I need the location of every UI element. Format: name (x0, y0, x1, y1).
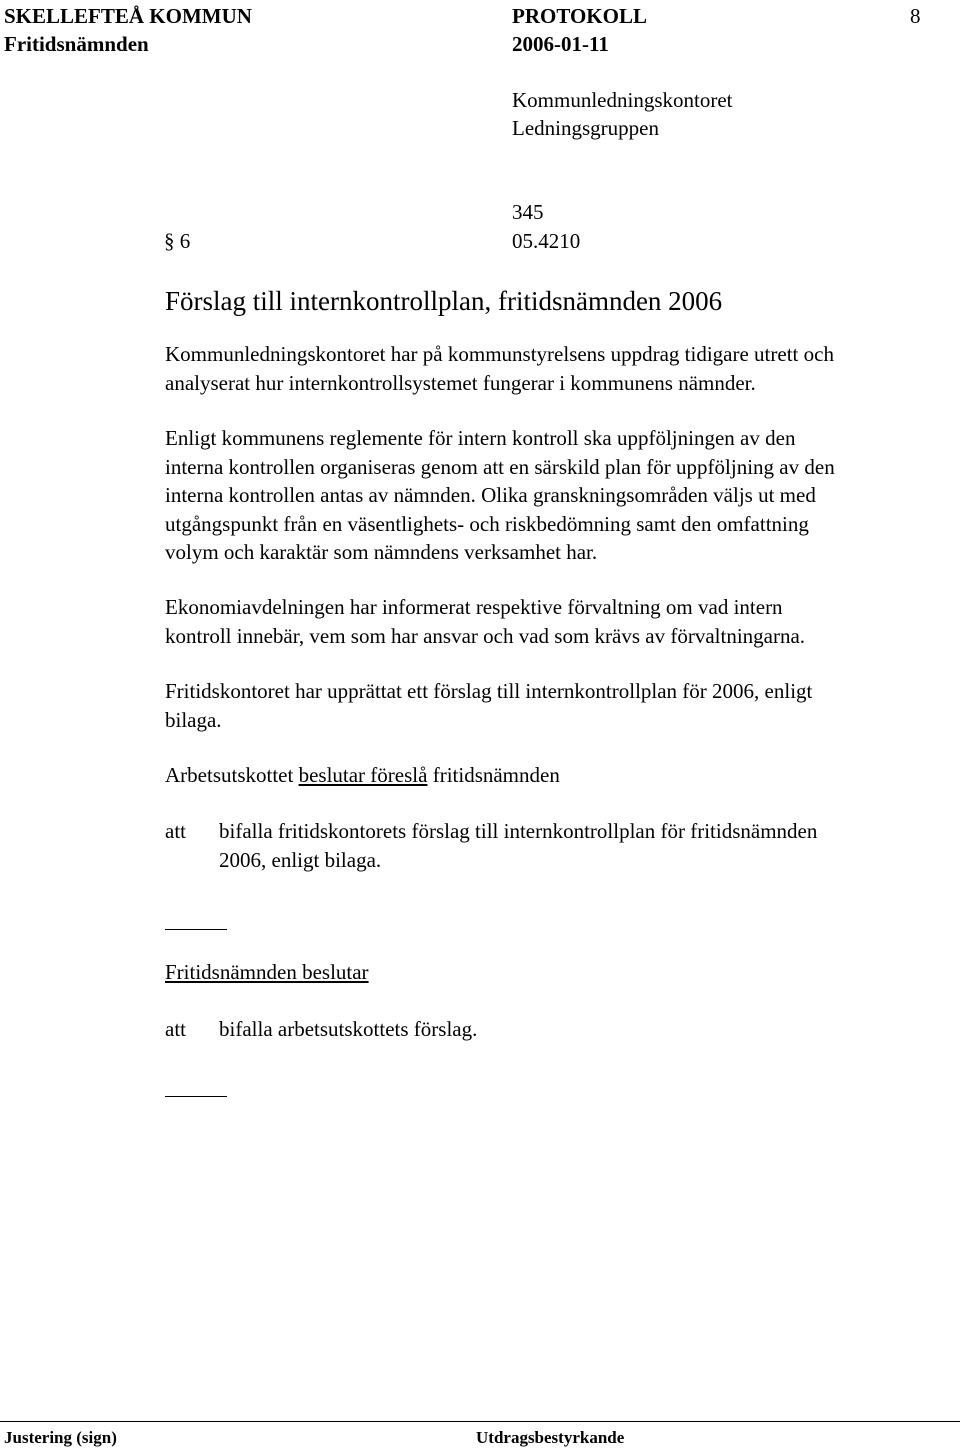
page-title: Förslag till internkontrollplan, fritidsnämnden 2006 (165, 286, 723, 316)
au-underlined-phrase: beslutar föreslå (298, 763, 428, 787)
au-decision-line: bifalla fritidskontorets förslag till internkontrollplan för fritidsnämnden (219, 819, 818, 843)
paragraph-line: Ekonomiavdelningen har informerat respektive förvaltning om vad intern (165, 595, 783, 619)
section-divider (165, 1096, 227, 1097)
paragraph-1 (165, 340, 945, 397)
page-number: 8 (910, 4, 921, 28)
paragraph-line: bilaga. (165, 707, 222, 732)
board-decision-text: bifalla arbetsutskottets förslag. (219, 1017, 478, 1041)
paragraph-line: volym och karaktär som nämndens verksamhet har. (165, 540, 598, 564)
footer-rule (0, 1421, 960, 1422)
section-divider (165, 929, 227, 930)
meeting-date: 2006-01-11 (512, 32, 609, 56)
paragraph-4 (165, 677, 945, 734)
au-proposal-heading (165, 761, 560, 790)
paragraph-line: interna kontrollen antas av nämnden. Olika granskningsområden väljs ut med (165, 483, 816, 507)
au-suffix: fritidsnämnden (432, 763, 560, 787)
board-decision-heading: Fritidsnämnden beslutar (165, 960, 369, 984)
au-decision-text (219, 817, 817, 874)
case-code: 05.4210 (512, 229, 581, 253)
org-name: SKELLEFTEÅ KOMMUN (4, 4, 252, 28)
paragraph-line: utgångspunkt från en väsentlighets- och riskbedömning samt den omfattning (165, 511, 809, 536)
au-prefix: Arbetsutskottet (165, 763, 294, 787)
au-att-label: att (165, 819, 186, 843)
footer-justering: Justering (sign) (4, 1428, 117, 1447)
office-line-2: Ledningsgruppen (512, 116, 659, 140)
paragraph-line: interna kontrollen organiseras genom att en särskild plan för uppföljning av den (165, 454, 835, 479)
paragraph-line: analyserat hur internkontrollsystemet fungerar i kommunens nämnder. (165, 370, 756, 395)
board-name: Fritidsnämnden (4, 32, 149, 56)
paragraph-3 (165, 593, 945, 650)
case-number: 345 (512, 200, 544, 224)
au-decision-line: 2006, enligt bilaga. (219, 847, 382, 872)
office-line-1: Kommunledningskontoret (512, 88, 733, 112)
paragraph-line: Kommunledningskontoret har på kommunstyrelsens uppdrag tidigare utrett och (165, 342, 834, 366)
paragraph-line: Enligt kommunens reglemente för intern kontroll ska uppföljningen av den (165, 426, 796, 450)
document-type: PROTOKOLL (512, 4, 647, 28)
paragraph-symbol: § 6 (164, 229, 191, 253)
board-att-label: att (165, 1017, 186, 1041)
footer-utdragsbestyrkande: Utdragsbestyrkande (476, 1428, 625, 1447)
paragraph-line: Fritidskontoret har upprättat ett förslag till internkontrollplan för 2006, enligt (165, 679, 813, 703)
paragraph-2 (165, 424, 945, 567)
paragraph-line: kontroll innebär, vem som har ansvar och vad som krävs av förvaltningarna. (165, 623, 806, 648)
